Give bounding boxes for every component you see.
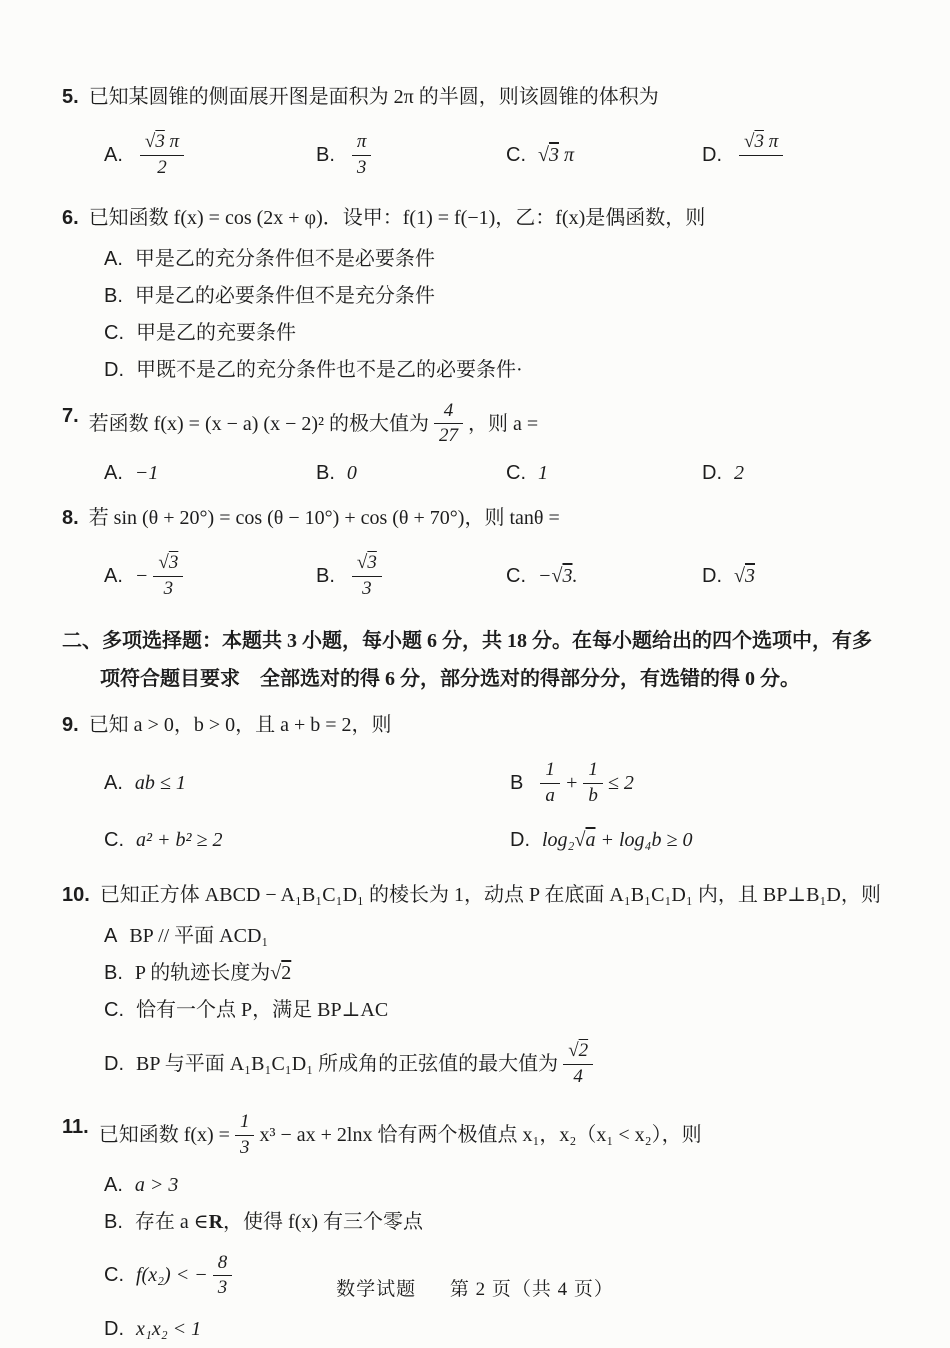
minus-sign: −: [134, 565, 149, 588]
numerator: 8: [213, 1251, 233, 1277]
option-a: [104, 241, 895, 278]
sqrt-sign: √: [538, 144, 549, 167]
option-value: [538, 558, 577, 594]
option-label: A.: [104, 565, 123, 588]
denominator: 3: [163, 577, 174, 599]
question-11-stem: [62, 1110, 895, 1161]
option-label: D.: [104, 1053, 124, 1076]
question-10: [62, 878, 895, 1100]
numerator: [739, 130, 783, 156]
footer-title: 数学试题: [336, 1279, 417, 1300]
section-header-line-1: 二、多项选择题：本题共 3 小题，每小题 6 分，共 18 分。在每小题给出的四个选项中，有多: [62, 629, 872, 652]
option-text: 甲是乙的充要条件: [136, 321, 296, 344]
section-header-line-2: 项符合题目要求 全部选对的得 6 分，部分选对的得部分分，有选错的得 0 分。: [100, 667, 800, 690]
option-label: C.: [506, 565, 526, 588]
tail: .: [572, 565, 578, 588]
text-pre: BP 与平面 A₁B₁C₁D₁ 所成角的正弦值的最大值为: [136, 1053, 559, 1076]
option-label: C.: [104, 1264, 124, 1287]
option-label: D.: [104, 358, 124, 381]
fraction: [352, 130, 372, 181]
option-label: A.: [104, 1173, 123, 1196]
option-label: C.: [104, 829, 124, 852]
option-text: [135, 955, 291, 992]
numerator: [352, 551, 382, 577]
option-c: [506, 137, 702, 173]
sqrt-sign: √: [270, 962, 282, 985]
option-label: A.: [104, 144, 123, 167]
numerator: [563, 1039, 593, 1065]
option-label: B.: [316, 144, 335, 167]
fraction: [235, 1110, 255, 1161]
option-label: C.: [506, 462, 526, 485]
option-text: 甲既不是乙的充分条件也不是乙的必要条件·: [136, 358, 523, 381]
denominator: a: [545, 784, 555, 806]
tail: + log₄b ≥ 0: [595, 829, 693, 852]
question-6: [62, 201, 895, 389]
numerator-tail: π: [763, 131, 779, 153]
question-7-options: [104, 455, 895, 491]
set-R-symbol: R: [208, 1210, 224, 1233]
denominator: 4: [573, 1066, 583, 1088]
question-stem-text: 已知某圆锥的侧面展开图是面积为 2π 的半圆，则该圆锥的体积为: [88, 86, 659, 108]
option-value: −1: [134, 462, 159, 485]
sqrt-sign: √: [144, 131, 156, 152]
option-label: B.: [316, 462, 335, 485]
radicand: a: [585, 829, 596, 852]
sqrt-sign: √: [356, 552, 368, 574]
sqrt-sign: √: [574, 829, 586, 852]
question-10-stem: [62, 878, 895, 912]
option-a: [104, 455, 316, 491]
radicand: 3: [367, 552, 377, 574]
radicand: 3: [548, 144, 559, 167]
question-6-stem: [62, 201, 895, 235]
question-stem-text: 已知 a > 0，b > 0，且 a + b = 2，则: [88, 713, 392, 736]
option-value: [542, 822, 692, 858]
denominator: [739, 156, 783, 180]
option-b: [104, 278, 895, 315]
stem-post: ，则 a =: [468, 412, 539, 435]
option-label: B.: [104, 284, 123, 307]
option-value: 2: [734, 462, 744, 485]
question-number: 5.: [62, 86, 79, 108]
radicand: 3: [155, 131, 165, 152]
option-c: [104, 992, 895, 1029]
option-value: [734, 558, 755, 594]
numerator-tail: π: [164, 131, 180, 152]
option-value: x₁x₂ < 1: [136, 1318, 202, 1341]
sqrt-sign: √: [744, 131, 755, 153]
option-label: D.: [702, 462, 722, 485]
radicand: 3: [754, 131, 764, 153]
option-label: B.: [104, 1210, 123, 1233]
footer-page-number: 第 2 页（共 4 页）: [449, 1279, 614, 1300]
option-c: [506, 558, 702, 594]
relation: ≤ 2: [607, 772, 634, 795]
option-value: [538, 137, 574, 173]
option-label: B.: [104, 962, 123, 985]
option-label: B: [510, 772, 524, 795]
question-5: [62, 80, 895, 191]
fraction: [563, 1039, 593, 1090]
question-9-stem: [62, 708, 895, 742]
question-number: 11.: [62, 1115, 89, 1138]
minus-sign: −: [538, 565, 552, 588]
option-b: [316, 551, 506, 602]
option-b: [104, 955, 895, 992]
option-text: 甲是乙的充分条件但不是必要条件: [134, 247, 435, 270]
option-b: [510, 758, 895, 809]
fraction: [583, 758, 603, 809]
option-a: [104, 918, 895, 955]
option-text: 恰有一个点 P，满足 BP⊥AC: [136, 999, 389, 1022]
option-c: [506, 455, 702, 491]
denominator: 3: [356, 156, 367, 178]
fraction: [540, 758, 560, 809]
question-11: [62, 1110, 895, 1348]
option-b: [104, 1204, 895, 1241]
option-d: [702, 130, 895, 180]
denominator: 2: [157, 156, 167, 178]
question-8-stem: [62, 501, 895, 535]
option-label: B.: [316, 565, 335, 588]
log-prefix: log₂: [542, 829, 575, 852]
numerator: 1: [583, 758, 603, 784]
option-value: a > 3: [134, 1173, 179, 1196]
question-9-options: [104, 748, 895, 869]
option-value: 1: [538, 462, 548, 485]
option-label: D.: [702, 565, 722, 588]
option-value: 0: [346, 462, 357, 485]
text-pre: 存在 a ∈: [134, 1210, 209, 1233]
question-number: 8.: [62, 507, 79, 530]
question-number: 6.: [62, 206, 79, 229]
question-stem-text: 已知函数 f(x) = cos (2x + φ)．设甲：f(1) = f(−1)，乙：f(x)是偶函数，则: [88, 206, 706, 229]
option-d: [104, 352, 895, 389]
text-pre: f(x₂) < −: [136, 1264, 208, 1287]
radicand: 2: [578, 1040, 589, 1062]
option-b: [316, 455, 506, 491]
stem-post: x³ − ax + 2lnx 恰有两个极值点 x₁，x₂（x₁ < x₂），则: [259, 1124, 702, 1147]
question-number: 10.: [62, 884, 90, 907]
option-d: [104, 1311, 895, 1348]
option-label: C.: [506, 144, 526, 167]
option-value: ab ≤ 1: [134, 772, 186, 795]
option-c: [104, 315, 895, 352]
sqrt-sign: √: [158, 552, 169, 574]
option-a: [104, 1167, 895, 1204]
fraction: [352, 551, 382, 602]
question-stem-text: [99, 1110, 895, 1161]
numerator: π: [352, 130, 372, 156]
option-label: A.: [104, 772, 123, 795]
question-9: [62, 708, 895, 869]
option-d: [104, 1029, 895, 1100]
numerator: [153, 551, 183, 577]
option-text: BP // 平面 ACD₁: [129, 925, 269, 948]
option-text: 甲是乙的必要条件但不是充分条件: [134, 284, 435, 307]
text-pre: P 的轨迹长度为: [134, 962, 271, 985]
question-8-options: [104, 541, 895, 612]
numerator: 1: [540, 758, 560, 784]
option-d: [510, 822, 895, 858]
fraction: [153, 551, 183, 602]
option-a: [104, 765, 510, 801]
option-b: [316, 130, 506, 181]
option-a: [104, 551, 316, 602]
option-label: D.: [104, 1318, 124, 1341]
question-5-stem: [62, 80, 895, 114]
radicand: 3: [562, 565, 573, 588]
question-stem-text: 若 sin (θ + 20°) = cos (θ − 10°) + cos (θ + 70°)，则 tanθ =: [88, 507, 560, 530]
question-number: 7.: [62, 404, 79, 427]
numerator: 1: [235, 1110, 255, 1136]
radicand: 3: [168, 552, 179, 574]
numerator: 4: [434, 399, 463, 425]
fraction: [140, 130, 184, 181]
question-7-stem: [62, 399, 895, 450]
text-post: ，使得 f(x) 有三个零点: [223, 1210, 424, 1233]
question-stem-text: [89, 399, 895, 450]
radicand: 3: [744, 565, 755, 588]
stem-pre: 已知函数 f(x) =: [98, 1124, 230, 1147]
denominator: b: [588, 784, 598, 806]
option-label: D.: [702, 144, 722, 167]
question-7: [62, 399, 895, 492]
tail: π: [558, 144, 575, 167]
option-label: A.: [104, 462, 123, 485]
option-d: [702, 558, 895, 594]
page-footer: [0, 1274, 950, 1301]
sqrt-sign: √: [734, 565, 745, 588]
option-label: C.: [104, 999, 124, 1022]
denominator: 3: [239, 1136, 250, 1158]
sqrt-sign: √: [551, 565, 563, 588]
option-label: A.: [104, 247, 123, 270]
radicand: 2: [281, 962, 292, 985]
option-d: [702, 455, 895, 491]
denominator: 3: [362, 577, 372, 599]
question-5-options: [104, 120, 895, 191]
question-stem-text: 已知正方体 ABCD − A₁B₁C₁D₁ 的棱长为 1，动点 P 在底面 A₁B₁C₁D₁ 内，且 BP⊥B₁D，则: [99, 884, 881, 907]
denominator: 27: [439, 425, 459, 447]
option-a: [104, 130, 316, 181]
stem-pre: 若函数 f(x) = (x − a) (x − 2)² 的极大值为: [88, 412, 430, 435]
plus-sign: +: [564, 772, 579, 795]
sqrt-sign: √: [568, 1040, 579, 1062]
question-8: [62, 501, 895, 612]
fraction: [739, 130, 783, 180]
fraction: [434, 399, 463, 450]
numerator: [140, 130, 184, 156]
option-value: a² + b² ≥ 2: [136, 829, 223, 852]
denominator: 3: [217, 1277, 228, 1299]
option-label: C.: [104, 321, 124, 344]
option-c: [104, 822, 510, 858]
option-label: D.: [510, 829, 530, 852]
section-2-header: [62, 622, 895, 698]
option-label: A: [104, 925, 118, 948]
question-number: 9.: [62, 713, 79, 736]
